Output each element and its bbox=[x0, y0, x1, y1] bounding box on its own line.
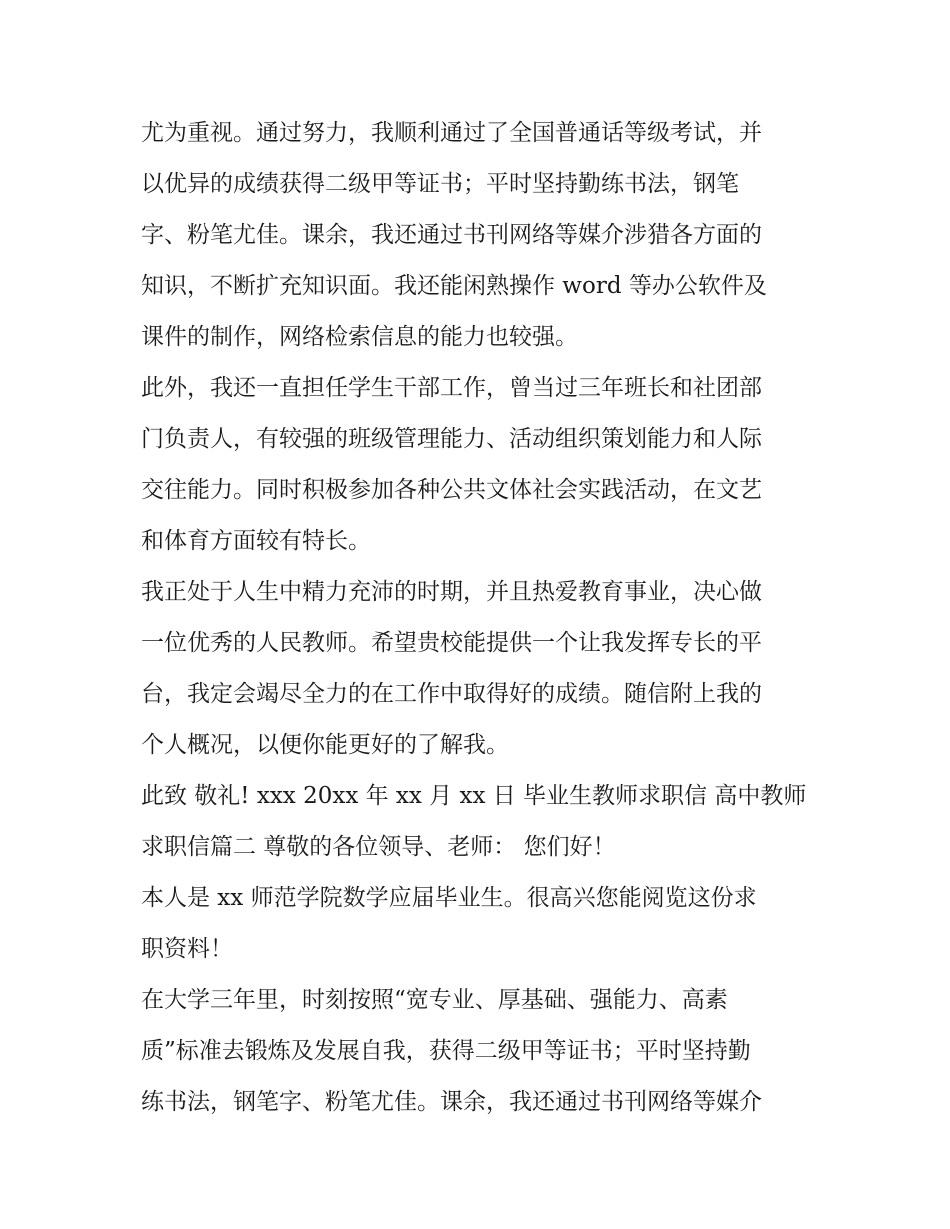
paragraph-skills bbox=[141, 108, 821, 363]
paragraph-closing bbox=[141, 771, 821, 873]
text-line: 知识，不断扩充知识面。我还能闲熟操作 word 等办公软件及 bbox=[141, 273, 767, 299]
text-line: 台，我定会竭尽全力的在工作中取得好的成绩。随信附上我的 bbox=[141, 681, 762, 707]
text-line: 个人概况，以便你能更好的了解我。 bbox=[141, 732, 509, 758]
text-line: 门负责人，有较强的班级管理能力、活动组织策划能力和人际 bbox=[141, 426, 762, 452]
text-line: 和体育方面较有特长。 bbox=[141, 528, 371, 554]
text-line: 练书法，钢笔字、粉笔尤佳。课余，我还通过书刊网络等媒介 bbox=[141, 1089, 762, 1115]
paragraph-aspiration bbox=[141, 567, 821, 771]
text-line: 此外，我还一直担任学生干部工作，曾当过三年班长和社团部 bbox=[141, 375, 762, 401]
text-line: 尤为重视。通过努力，我顺利通过了全国普通话等级考试，并 bbox=[141, 120, 762, 146]
text-line: 交往能力。同时积极参加各种公共文体社会实践活动，在文艺 bbox=[141, 477, 762, 503]
text-line: 质”标准去锻炼及发展自我，获得二级甲等证书；平时坚持勤 bbox=[141, 1038, 751, 1064]
text-line: 此致 敬礼! xxx 20xx 年 xx 月 xx 日 毕业生教师求职信 高中教师 bbox=[141, 783, 807, 809]
paragraph-university bbox=[141, 975, 821, 1128]
paragraph-introduction bbox=[141, 873, 821, 975]
document-body bbox=[141, 108, 821, 1128]
text-line: 字、粉笔尤佳。课余，我还通过书刊网络等媒介涉猎各方面的 bbox=[141, 222, 762, 248]
text-line: 以优异的成绩获得二级甲等证书；平时坚持勤练书法，钢笔 bbox=[141, 171, 739, 197]
text-line: 本人是 xx 师范学院数学应届毕业生。很高兴您能阅览这份求 bbox=[141, 885, 757, 911]
text-line: 我正处于人生中精力充沛的时期，并且热爱教育事业，决心做 bbox=[141, 579, 762, 605]
text-line: 课件的制作，网络检索信息的能力也较强。 bbox=[141, 324, 578, 350]
paragraph-leadership bbox=[141, 363, 821, 567]
text-line: 在大学三年里，时刻按照“宽专业、厚基础、强能力、高素 bbox=[141, 987, 728, 1013]
text-line: 求职信篇二 尊敬的各位领导、老师： 您们好！ bbox=[141, 834, 616, 860]
text-line: 一位优秀的人民教师。希望贵校能提供一个让我发挥专长的平 bbox=[141, 630, 762, 656]
text-line: 职资料！ bbox=[141, 936, 233, 962]
